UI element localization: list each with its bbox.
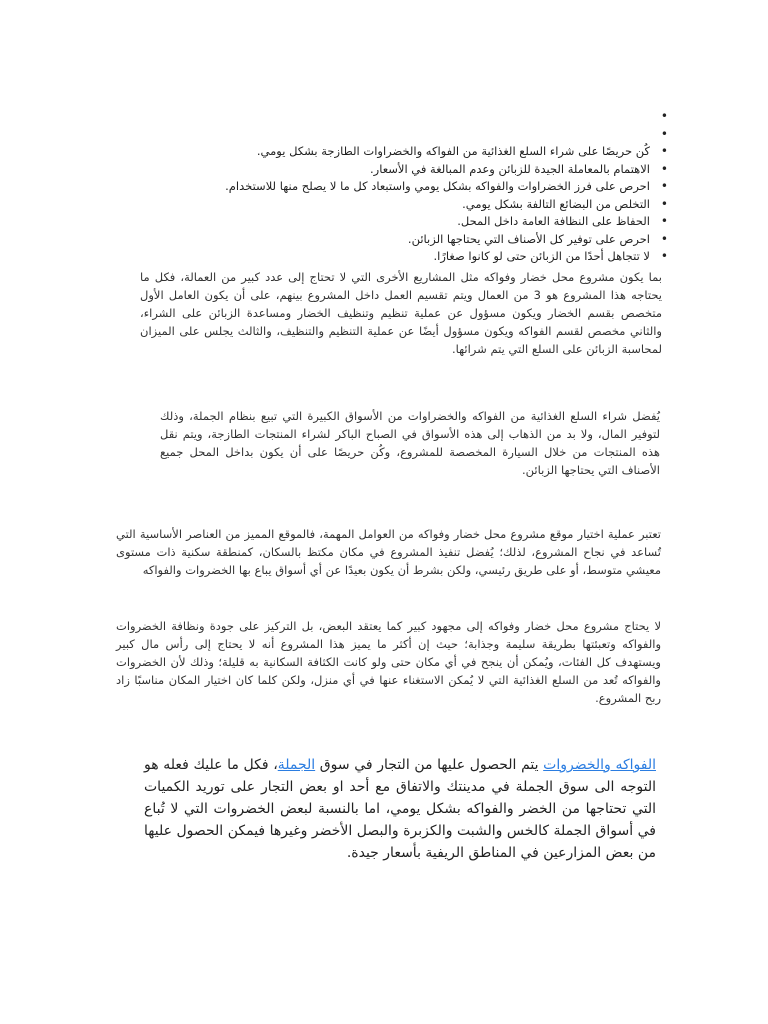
location-paragraph: تعتبر عملية اختيار موقع مشروع محل خضار وفواكه من العوامل المهمة، فالموقع المميز من العناصر الأساسية التي تُساعد في نجاح المشروع، لذلك؛ يُفضل تنفيذ المشروع في مكان مكتظ بالسكان، كمنطقة سكنية ذات مستوى معيشي متوسط، أو على طريق رئيسي، ولكن بشرط أن يكون بعيدًا عن أي أسواق يباع بها الخضروات والفواكه xyxy=(116,527,661,577)
list-item: • لا تتجاهل أحدًا من الزبائن حتى لو كانوا صغارًا. xyxy=(150,248,650,266)
list-item: • التخلص من البضائع التالفة بشكل يومي. xyxy=(150,196,650,214)
list-item xyxy=(150,108,650,126)
list-item xyxy=(150,126,650,144)
effort-paragraph: لا يحتاج مشروع محل خضار وفواكه إلى مجهود كبير كما يعتقد البعض، بل التركيز على جودة ونظافة الخضروات والفواكه وتعبئتها بطريقة سليمة وجذابة؛ حيث إن أكثر ما يميز هذا المشروع أنه لا يحتاج إلى رأس مال كبير ويستهدف كل الفئات، ويُمكن أن ينجح في أي مكان حتى ولو كانت الكثافة السكانية به قليلة؛ وذلك لأن الخضروات والفواكه تُعد من السلع الغذائية التي لا يُمكن الاستغناء عنها في أي منزل، ولكن كلما كان اختيار المكان مناسبًا زاد ربح المشروع. xyxy=(116,619,661,705)
tips-bullet-list xyxy=(150,108,668,266)
fruits-vegetables-link[interactable]: الفواكه والخضروات xyxy=(543,757,656,773)
supply-paragraph xyxy=(144,754,656,864)
workers-paragraph: بما يكون مشروع محل خضار وفواكه مثل المشاريع الأخرى التي لا تحتاج إلى عدد كبير من العمالة، فكل ما يحتاجه هذا المشروع هو 3 من العمال ويتم تقسيم العمل داخل المشروع بينهم، على أن يكون العامل الأول متخصص بقسم الخضار ويكون مسؤول عن عملية تنظيم وتنظيف الخضار ومساعدة الزبائن على الشراء، والثاني مخصص لقسم الفواكه ويكون مسؤول أيضًا عن عملية التنظيم والتنظيف، والثالث يجلس على الميزان لمحاسبة الزبائن على السلع التي يتم شرائها. xyxy=(140,270,662,356)
list-item: • الحفاظ على النظافة العامة داخل المحل. xyxy=(150,213,650,231)
wholesale-link[interactable]: الجملة xyxy=(277,757,316,773)
list-item: • كُن حريصًا على شراء السلع الغذائية من الفواكه والخضراوات الطازجة بشكل يومي. xyxy=(150,143,650,161)
supply-text-2: ، فكل ما عليك فعله هو التوجه الى سوق الجملة في مدينتك والاتفاق مع أحد او بعض التجار على توريد الكميات التي تحتاجها من الخضر والفواكه بشكل يومي، اما بالنسبة لبعض الخضروات التي لا تُباع في أسواق الجملة كالخس والشبت والكزبرة والبصل الأخضر وغيرها فيمكن الحصول عليها من بعض المزارعين في المناطق الريفية بأسعار جيدة. xyxy=(144,757,656,861)
supply-text-1: يتم الحصول عليها من التجار في سوق xyxy=(315,757,544,773)
list-item: • احرص على توفير كل الأصناف التي يحتاجها الزبائن. xyxy=(150,231,650,249)
list-item: • الاهتمام بالمعاملة الجيدة للزبائن وعدم المبالغة في الأسعار. xyxy=(150,161,650,179)
purchasing-paragraph: يُفضل شراء السلع الغذائية من الفواكه والخضراوات من الأسواق الكبيرة التي تبيع بنظام الجملة، وذلك لتوفير المال، ولا بد من الذهاب إلى هذه الأسواق في الصباح الباكر لشراء المنتجات الطازجة، ويتم نقل هذه المنتجات من خلال السيارة المخصصة للمشروع، وكُن حريصًا على أن يكون بداخل المحل جميع الأصناف التي يحتاجها الزبائن. xyxy=(160,409,660,477)
list-item: • احرص على فرز الخضراوات والفواكه بشكل يومي واستبعاد كل ما لا يصلح منها للاستخدام. xyxy=(150,178,650,196)
